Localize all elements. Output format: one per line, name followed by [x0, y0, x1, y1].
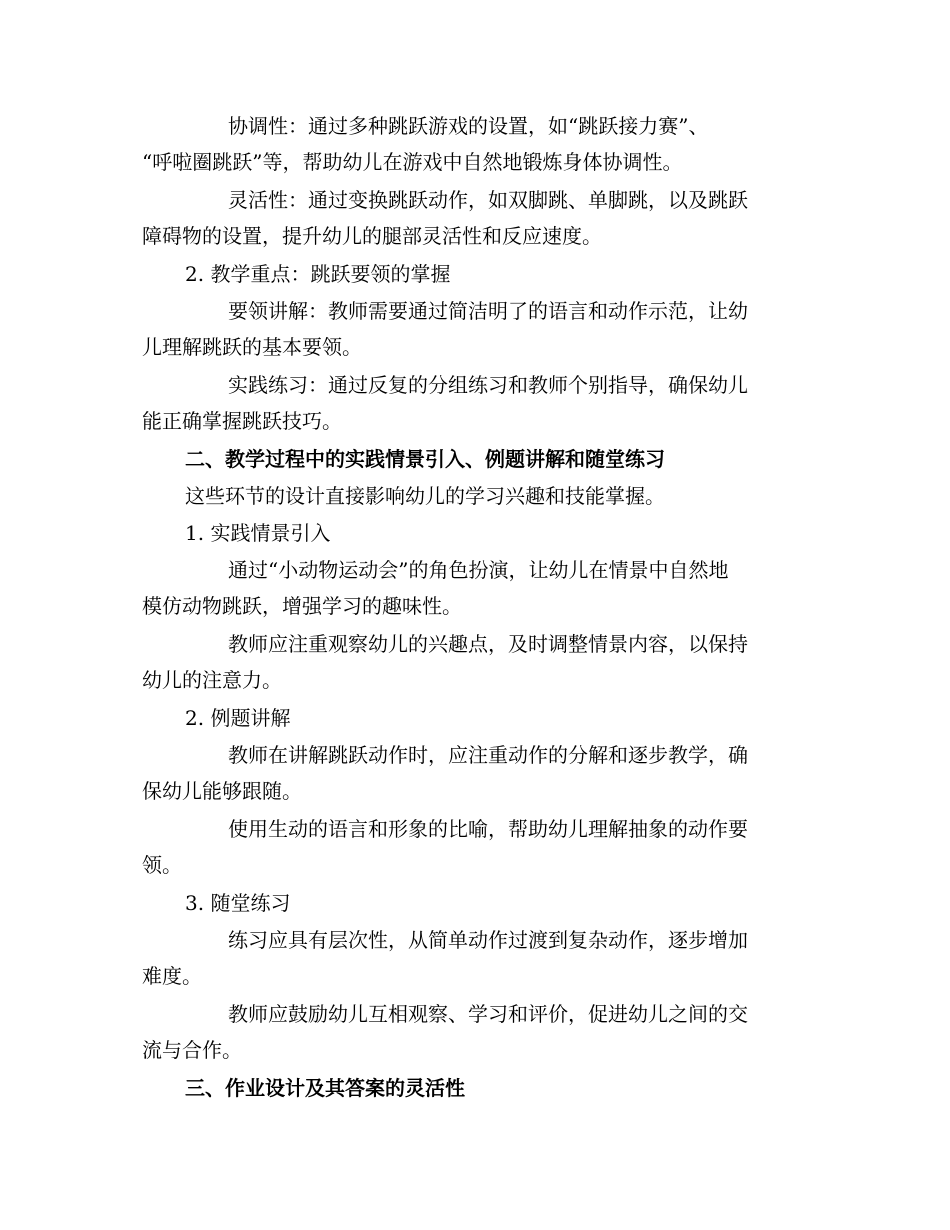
paragraph-language-line-1: 使用生动的语言和形象的比喻，帮助幼儿理解抽象的动作要 — [228, 817, 748, 841]
paragraph-language-line-2: 领。 — [142, 853, 182, 877]
list-item-scenario-intro: 1. 实践情景引入 — [185, 521, 331, 545]
paragraph-practice-line-2: 能正确掌握跳跃技巧。 — [142, 409, 342, 433]
section-heading-3: 三、作业设计及其答案的灵活性 — [185, 1076, 465, 1100]
list-item-teaching-focus: 2. 教学重点：跳跃要领的掌握 — [185, 262, 451, 286]
paragraph-coordination-line-2: “呼啦圈跳跃”等，帮助幼儿在游戏中自然地锻炼身体协调性。 — [142, 150, 683, 174]
paragraph-coordination-line-1: 协调性：通过多种跳跃游戏的设置，如“跳跃接力赛”、 — [228, 114, 709, 138]
paragraph-encourage-line-1: 教师应鼓励幼儿互相观察、学习和评价，促进幼儿之间的交 — [228, 1002, 748, 1026]
paragraph-key-points-line-1: 要领讲解：教师需要通过简洁明了的语言和动作示范，让幼 — [228, 299, 748, 323]
paragraph-flexibility-line-2: 障碍物的设置，提升幼儿的腿部灵活性和反应速度。 — [142, 224, 602, 248]
list-item-class-practice: 3. 随堂练习 — [185, 891, 291, 915]
paragraph-practice-line-1: 实践练习：通过反复的分组练习和教师个别指导，确保幼儿 — [228, 373, 748, 397]
paragraph-key-points-line-2: 儿理解跳跃的基本要领。 — [142, 335, 362, 359]
section-heading-2: 二、教学过程中的实践情景引入、例题讲解和随堂练习 — [185, 447, 665, 471]
paragraph-levels-line-1: 练习应具有层次性，从简单动作过渡到复杂动作，逐步增加 — [228, 928, 748, 952]
paragraph-scenario-line-1: 通过“小动物运动会”的角色扮演，让幼儿在情景中自然地 — [228, 558, 729, 582]
paragraph-explain-line-1: 教师在讲解跳跃动作时，应注重动作的分解和逐步教学，确 — [228, 743, 748, 767]
paragraph-encourage-line-2: 流与合作。 — [142, 1038, 242, 1062]
list-item-example-explanation: 2. 例题讲解 — [185, 706, 291, 730]
paragraph-levels-line-2: 难度。 — [142, 964, 202, 988]
paragraph-observe-line-2: 幼儿的注意力。 — [142, 668, 282, 692]
paragraph-explain-line-2: 保幼儿能够跟随。 — [142, 779, 302, 803]
paragraph-observe-line-1: 教师应注重观察幼儿的兴趣点，及时调整情景内容，以保持 — [228, 632, 748, 656]
paragraph-scenario-line-2: 模仿动物跳跃，增强学习的趣味性。 — [142, 594, 462, 618]
paragraph-section-2-intro: 这些环节的设计直接影响幼儿的学习兴趣和技能掌握。 — [185, 484, 665, 508]
paragraph-flexibility-line-1: 灵活性：通过变换跳跃动作，如双脚跳、单脚跳，以及跳跃 — [228, 188, 748, 212]
